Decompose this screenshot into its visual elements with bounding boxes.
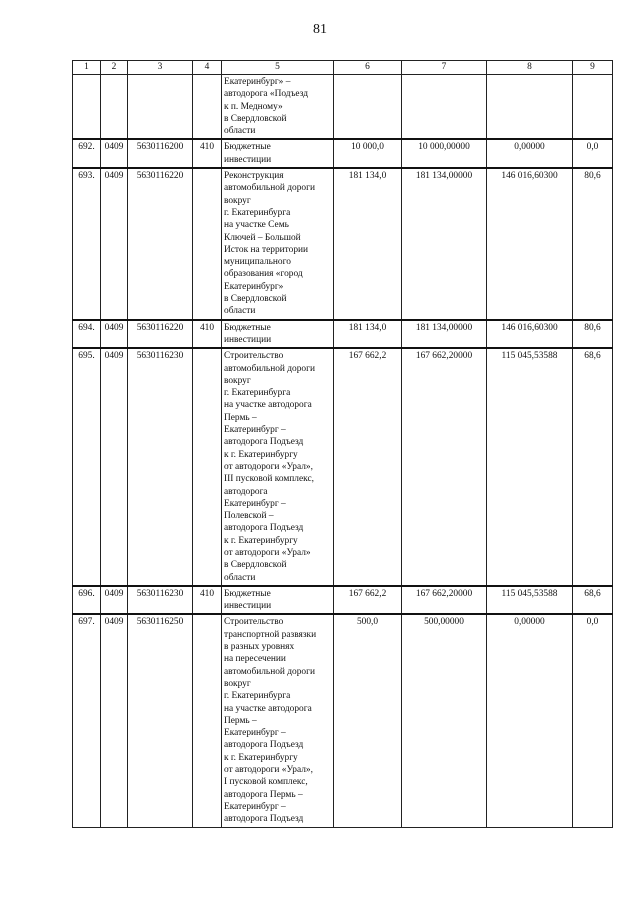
column-header: 7 [402, 61, 487, 75]
column-header: 4 [193, 61, 222, 75]
target-code-cell: 5630116250 [128, 614, 193, 827]
expense-type-cell: 410 [193, 320, 222, 349]
section-code-cell: 0409 [101, 168, 128, 320]
description-cell: Строительство транспортной развязки в разных уровнях на пересечении автомобильной дороги вокруг г. Екатеринбурга на участке автодорога Пермь – Екатеринбург – автодорога Подъезд к г. Екатеринбургу от автодороги «Урал», I пусковой комплекс, автодорога Пермь – Екатеринбург – автодорога Подъезд [222, 614, 334, 827]
expense-type-cell [193, 168, 222, 320]
section-code-cell [101, 75, 128, 140]
target-code-cell: 5630116230 [128, 348, 193, 586]
section-code-cell: 0409 [101, 320, 128, 349]
approved-amount-cell: 181 134,00000 [402, 168, 487, 320]
executed-amount-cell: 0,00000 [487, 139, 573, 168]
target-code-cell [128, 75, 193, 140]
plan-amount-cell [334, 75, 402, 140]
plan-amount-cell: 500,0 [334, 614, 402, 827]
row-number-cell: 695. [73, 348, 101, 586]
percent-cell: 68,6 [573, 348, 613, 586]
description-cell: Реконструкция автомобильной дороги вокруг г. Екатеринбурга на участке Семь Ключей – Большой Исток на территории муниципального образования «город Екатеринбург» в Свердловской области [222, 168, 334, 320]
percent-cell: 80,6 [573, 320, 613, 349]
plan-amount-cell: 167 662,2 [334, 348, 402, 586]
column-header: 1 [73, 61, 101, 75]
expense-type-cell [193, 348, 222, 586]
executed-amount-cell: 115 045,53588 [487, 348, 573, 586]
row-number-cell: 694. [73, 320, 101, 349]
expense-type-cell: 410 [193, 139, 222, 168]
plan-amount-cell: 181 134,0 [334, 168, 402, 320]
column-header: 8 [487, 61, 573, 75]
plan-amount-cell: 181 134,0 [334, 320, 402, 349]
target-code-cell: 5630116220 [128, 320, 193, 349]
approved-amount-cell: 167 662,20000 [402, 586, 487, 615]
plan-amount-cell: 10 000,0 [334, 139, 402, 168]
description-cell: Екатеринбург» – автодорога «Подъезд к п. Медному» в Свердловской области [222, 75, 334, 140]
table-row [73, 586, 613, 615]
section-code-cell: 0409 [101, 614, 128, 827]
target-code-cell: 5630116220 [128, 168, 193, 320]
row-number-cell [73, 75, 101, 140]
target-code-cell: 5630116230 [128, 586, 193, 615]
expense-type-cell [193, 614, 222, 827]
row-number-cell: 693. [73, 168, 101, 320]
table-row [73, 75, 613, 140]
percent-cell: 0,0 [573, 139, 613, 168]
section-code-cell: 0409 [101, 139, 128, 168]
budget-table [72, 60, 613, 828]
executed-amount-cell: 0,00000 [487, 614, 573, 827]
executed-amount-cell [487, 75, 573, 140]
approved-amount-cell: 500,00000 [402, 614, 487, 827]
column-header: 9 [573, 61, 613, 75]
row-number-cell: 696. [73, 586, 101, 615]
row-number-cell: 697. [73, 614, 101, 827]
page-number: 81 [313, 22, 327, 37]
percent-cell: 68,6 [573, 586, 613, 615]
section-code-cell: 0409 [101, 348, 128, 586]
description-cell: Бюджетные инвестиции [222, 139, 334, 168]
column-header: 2 [101, 61, 128, 75]
executed-amount-cell: 115 045,53588 [487, 586, 573, 615]
expense-type-cell: 410 [193, 586, 222, 615]
description-cell: Бюджетные инвестиции [222, 586, 334, 615]
approved-amount-cell: 10 000,00000 [402, 139, 487, 168]
table-row [73, 320, 613, 349]
table-row [73, 139, 613, 168]
target-code-cell: 5630116200 [128, 139, 193, 168]
executed-amount-cell: 146 016,60300 [487, 168, 573, 320]
percent-cell: 0,0 [573, 614, 613, 827]
executed-amount-cell: 146 016,60300 [487, 320, 573, 349]
description-cell: Бюджетные инвестиции [222, 320, 334, 349]
table-header-row [73, 61, 613, 75]
description-cell: Строительство автомобильной дороги вокруг г. Екатеринбурга на участке автодорога Пермь – Екатеринбург – автодорога Подъезд к г. Екатеринбургу от автодороги «Урал», III пусковой комплекс, автодорога Екатеринбург – Полевской – автодорога Подъезд к г. Екатеринбургу от автодороги «Урал» в Свердловской области [222, 348, 334, 586]
table-row [73, 168, 613, 320]
plan-amount-cell: 167 662,2 [334, 586, 402, 615]
column-header: 3 [128, 61, 193, 75]
approved-amount-cell [402, 75, 487, 140]
section-code-cell: 0409 [101, 586, 128, 615]
row-number-cell: 692. [73, 139, 101, 168]
approved-amount-cell: 167 662,20000 [402, 348, 487, 586]
expense-type-cell [193, 75, 222, 140]
approved-amount-cell: 181 134,00000 [402, 320, 487, 349]
table-row [73, 614, 613, 827]
column-header: 6 [334, 61, 402, 75]
table-row [73, 348, 613, 586]
percent-cell [573, 75, 613, 140]
column-header: 5 [222, 61, 334, 75]
percent-cell: 80,6 [573, 168, 613, 320]
